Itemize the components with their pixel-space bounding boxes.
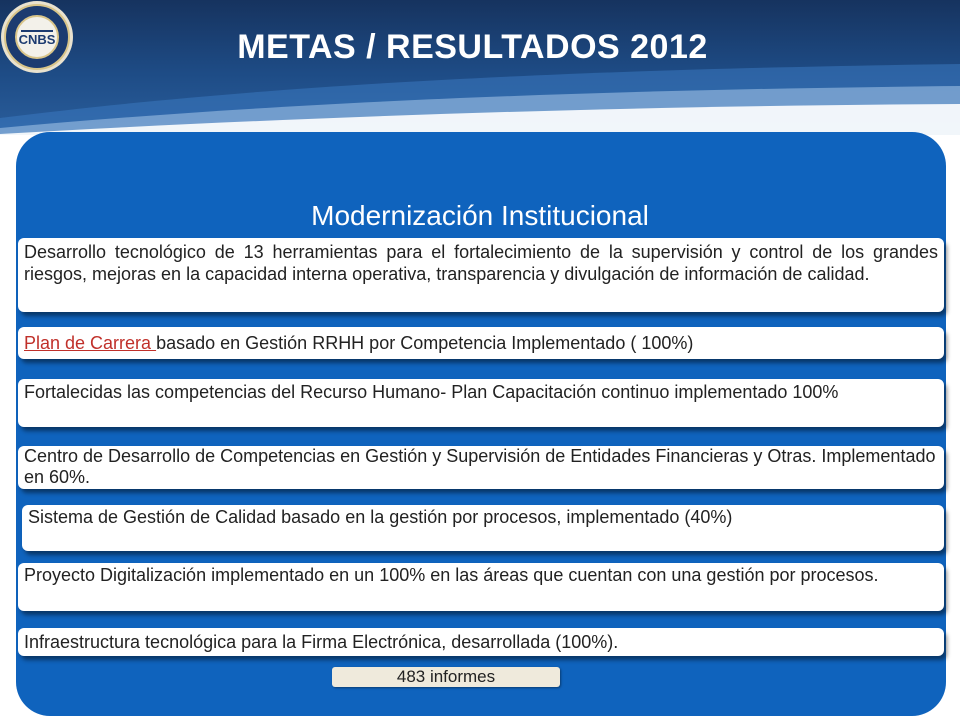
reports-count-badge: 483 informes: [332, 667, 560, 687]
list-item: [18, 628, 944, 656]
header-wave-decoration: [0, 0, 960, 135]
slide-header: [0, 0, 960, 135]
list-item: [18, 446, 944, 489]
list-item-text: Centro de Desarrollo de Competencias en Gestión y Supervisión de Entidades Financieras y Otras. Implementado en 60%.: [24, 446, 936, 487]
list-item-text: Proyecto Digitalización implementado en un 100% en las áreas que cuentan con una gestión por procesos.: [24, 565, 879, 585]
list-item: [18, 238, 944, 312]
list-item-text: Sistema de Gestión de Calidad basado en la gestión por procesos, implementado (40%): [28, 507, 733, 527]
list-item-text: Desarrollo tecnológico de 13 herramientas para el fortalecimiento de la supervisión y control de los grandes riesgos, mejoras en la capacidad interna operativa, transparencia y divulgación de información de calidad.: [24, 242, 938, 284]
list-item: [18, 327, 944, 359]
list-item-text: Fortalecidas las competencias del Recurso Humano- Plan Capacitación continuo implementado 100%: [24, 382, 839, 402]
list-item-text: basado en Gestión RRHH por Competencia Implementado ( 100%): [156, 333, 694, 353]
section-subtitle: Modernización Institucional: [311, 200, 649, 231]
list-item-text: Infraestructura tecnológica para la Firma Electrónica, desarrollada (100%).: [24, 632, 619, 652]
cnbs-logo: [0, 0, 74, 74]
list-item: [18, 563, 944, 611]
page-title: METAS / RESULTADOS 2012: [237, 28, 708, 66]
list-item: [22, 505, 944, 551]
logo-lettering: CNBS: [18, 32, 56, 47]
plan-de-carrera-link[interactable]: Plan de Carrera: [24, 333, 157, 353]
list-item: [18, 379, 944, 427]
